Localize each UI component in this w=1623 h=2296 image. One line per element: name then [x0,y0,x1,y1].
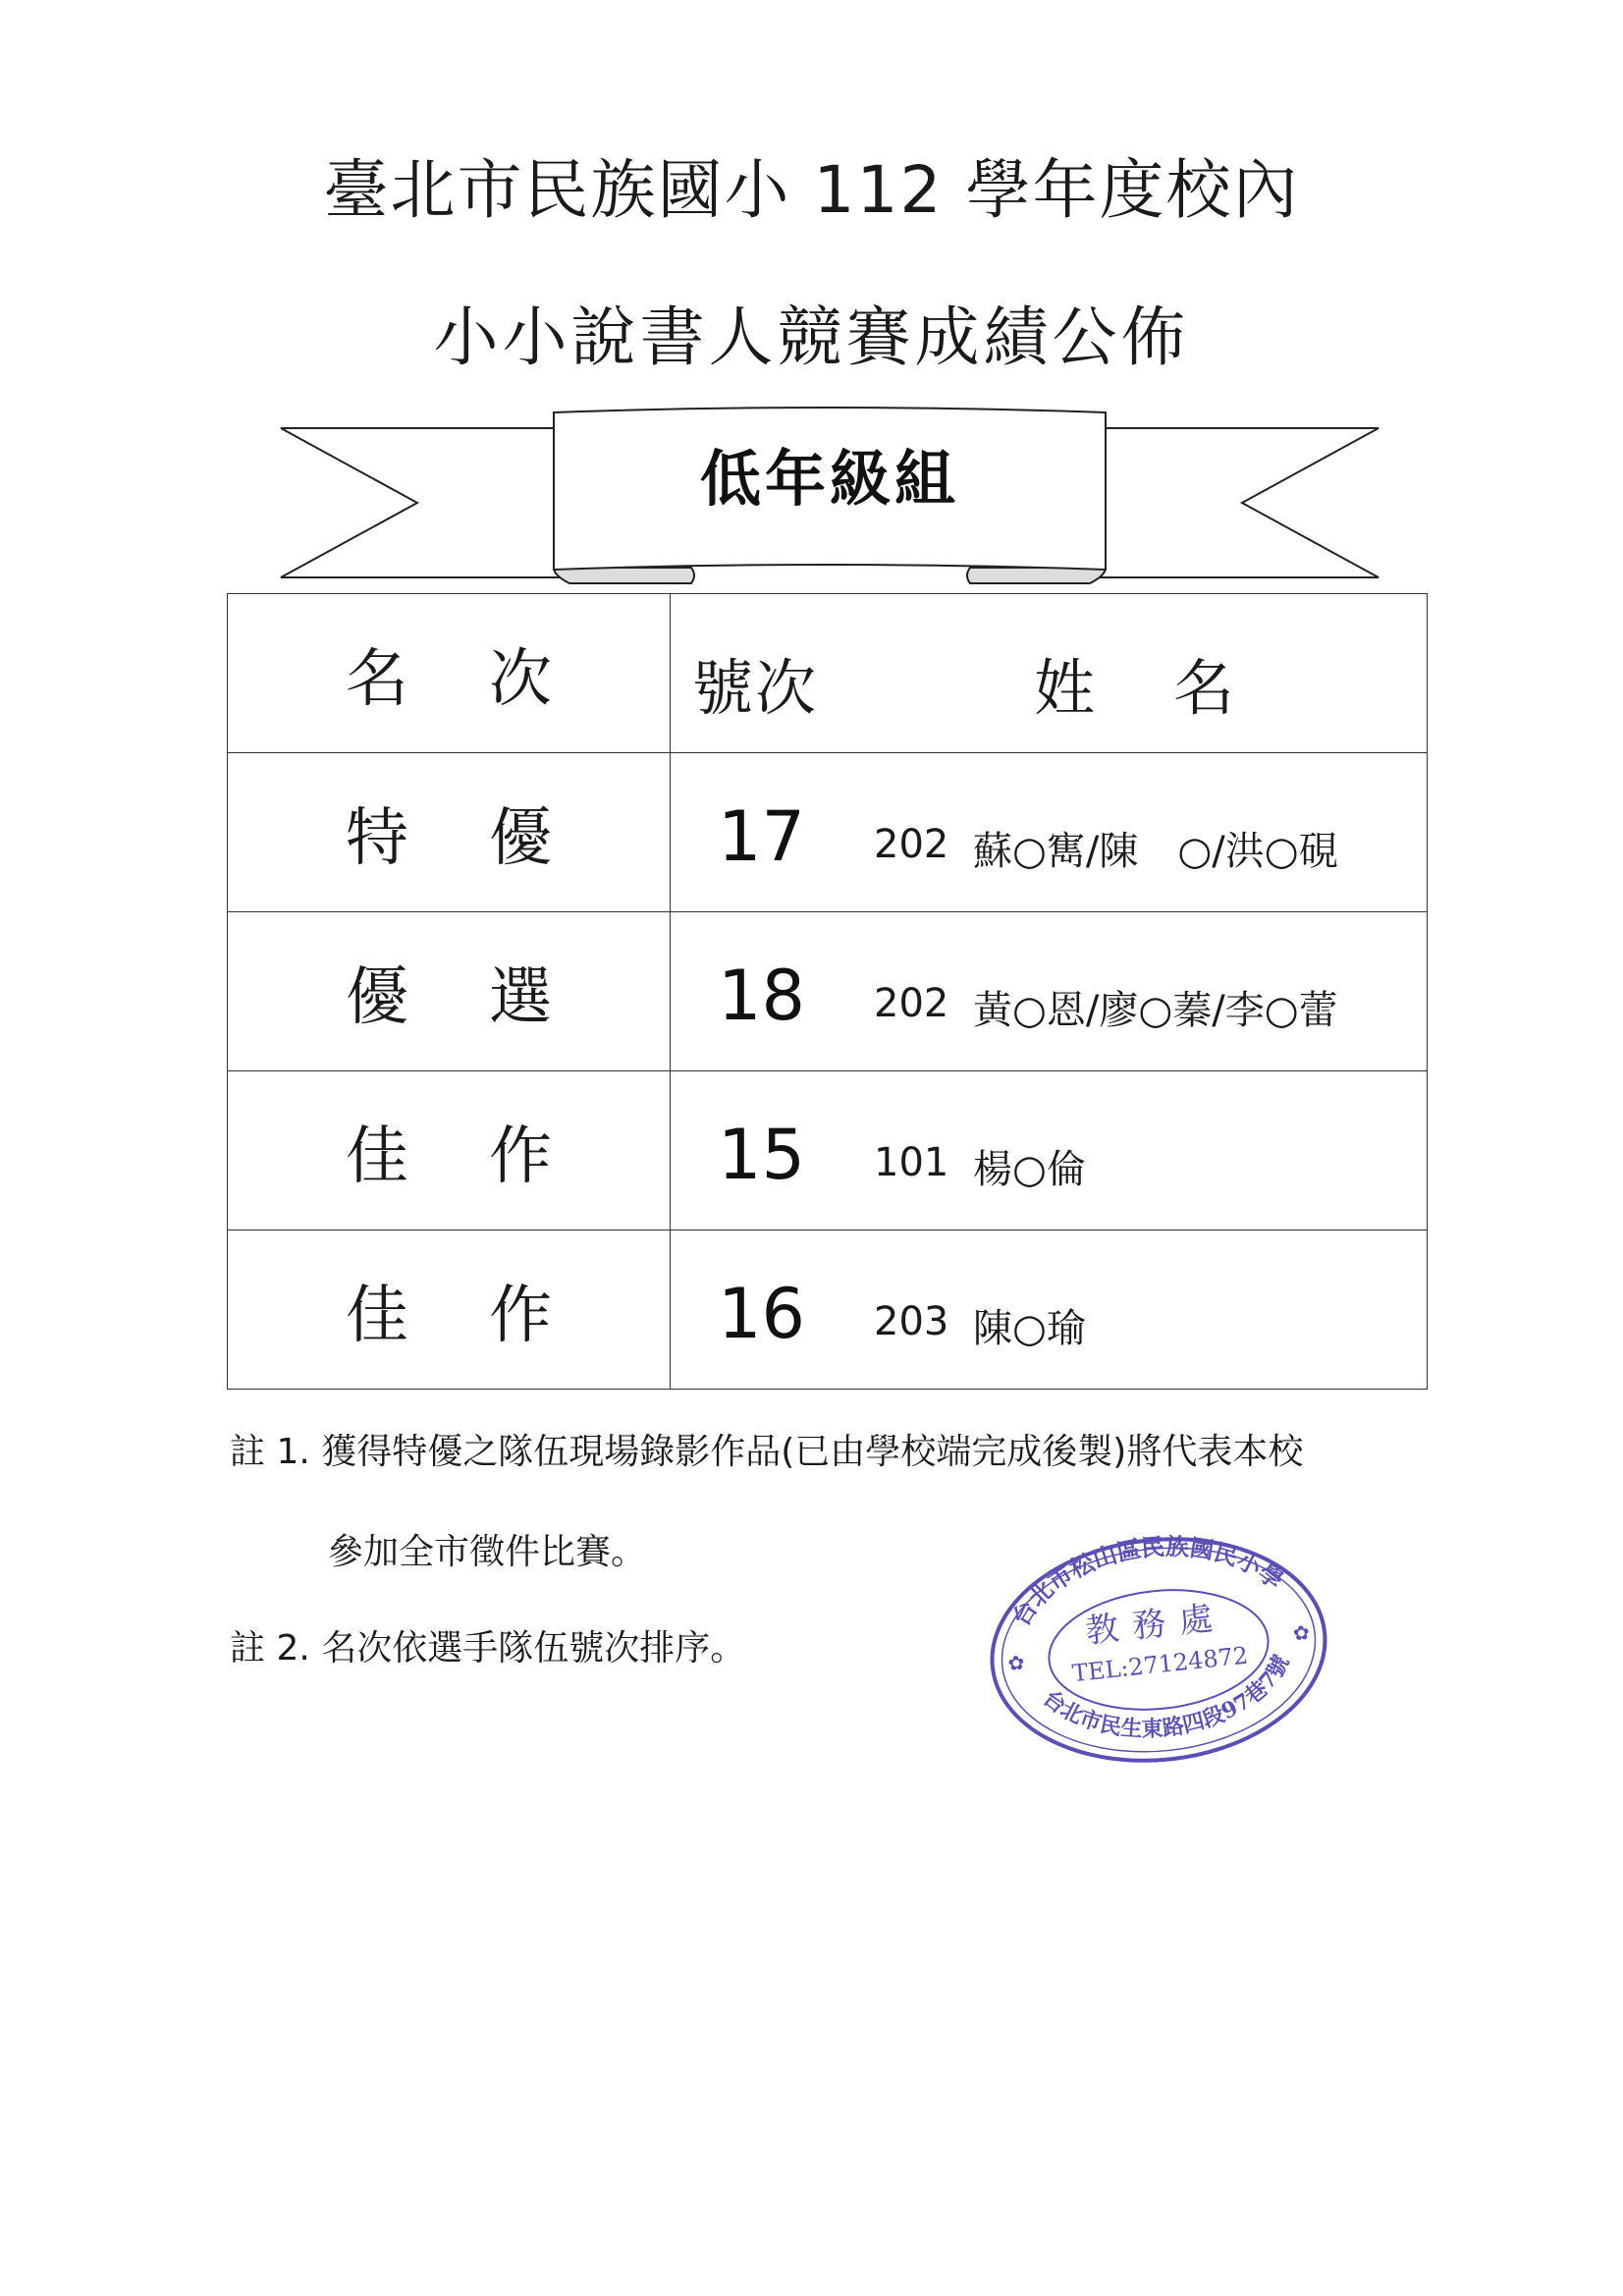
class-number: 101 [874,1140,949,1185]
seal-top-text: 台北市松山區民族國民小學 [1005,1531,1289,1631]
row-entry [671,753,1428,912]
table-header-row [228,594,1428,753]
table-row [228,1230,1428,1390]
class-number: 202 [874,981,949,1026]
team-members: 楊○倫 [973,1147,1086,1192]
team-number: 16 [718,1274,806,1354]
group-banner-label: 低年級組 [699,443,959,515]
team-members: 陳○瑜 [973,1306,1086,1351]
table-row [228,753,1428,912]
row-rank: 佳作 [228,1230,671,1390]
row-entry [671,1071,1428,1230]
class-number: 203 [874,1299,949,1344]
seal-flower-icon-right: ✿ [1291,1619,1311,1646]
document-title-line1: 臺北市民族國小 112 學年度校內 [323,152,1300,228]
team-number: 15 [718,1115,806,1195]
team-members: 黃○恩/廖○蓁/李○蕾 [973,988,1338,1033]
seal-bottom-text: 台北市民生東路四段97巷7號 [1038,1651,1295,1743]
table-row [228,1071,1428,1230]
note-1-continuation: 參加全市徵件比賽。 [328,1532,647,1572]
header-rank: 名次 [228,594,671,753]
header-right-cell [671,594,1428,753]
row-rank: 佳作 [228,1071,671,1230]
document-title-line2: 小小說書人競賽成績公佈 [433,300,1190,375]
note-2: 註 2. 名次依選手隊伍號次排序。 [230,1628,746,1668]
header-number: 號次 [692,652,819,724]
seal-center-text: 教務處 [1083,1597,1228,1652]
team-number: 18 [718,956,806,1036]
seal-tel: TEL:27124872 [1070,1641,1250,1688]
school-seal-stamp [982,1527,1335,1773]
group-ribbon-banner [275,401,1384,587]
team-members: 蘇○寯/陳 ○/洪○硯 [973,829,1338,874]
row-rank: 優選 [228,912,671,1071]
table-row [228,912,1428,1071]
header-name: 姓名 [1034,652,1314,724]
team-number: 17 [718,796,806,877]
seal-graphic [982,1527,1335,1773]
class-number: 202 [874,822,949,867]
row-entry [671,1230,1428,1390]
seal-flower-icon-left: ✿ [1006,1650,1026,1676]
note-1: 註 1. 獲得特優之隊伍現場錄影作品(已由學校端完成後製)將代表本校 [230,1432,1304,1472]
row-entry [671,912,1428,1071]
row-rank: 特優 [228,753,671,912]
results-table [227,593,1428,1390]
